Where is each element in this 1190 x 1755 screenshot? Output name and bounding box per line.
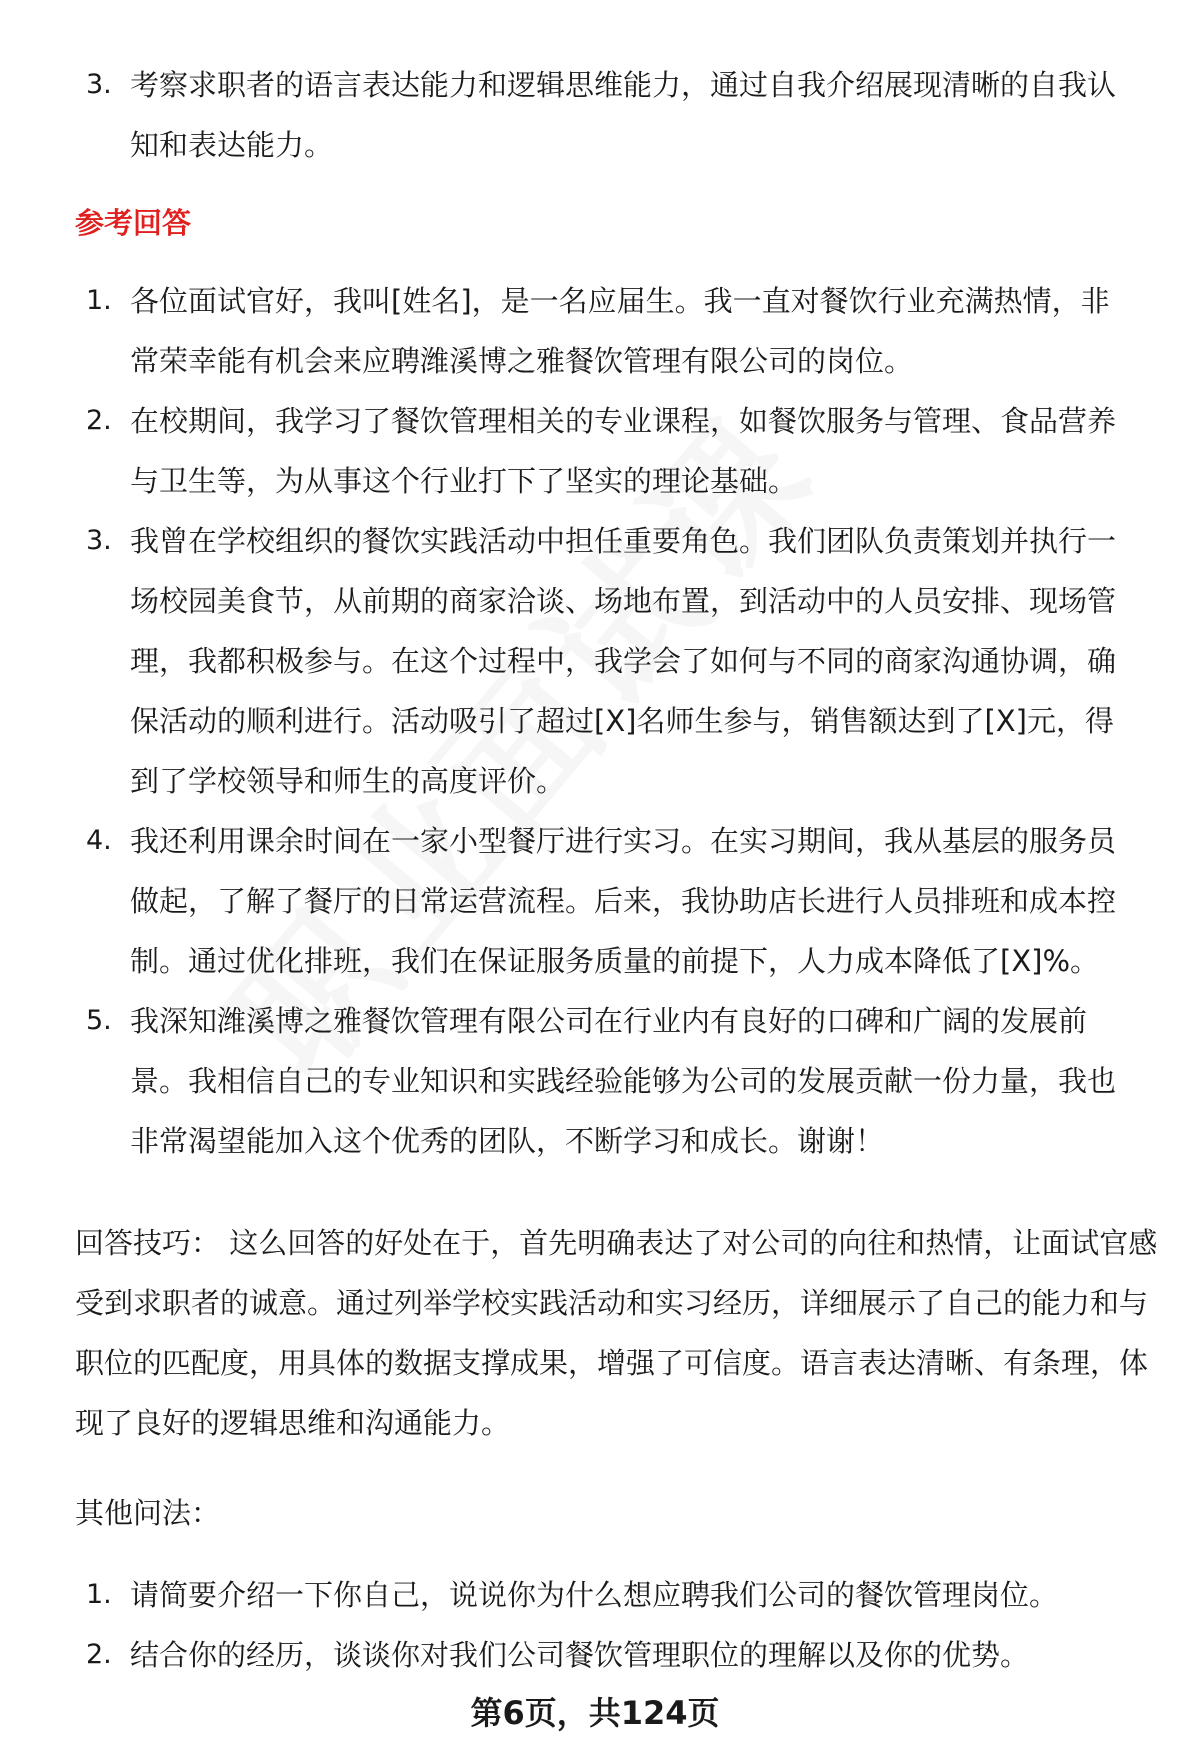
list-item	[0, 55, 1190, 175]
list-item-number: 4.	[86, 825, 112, 856]
list-item-number: 5.	[86, 1005, 112, 1036]
list-item	[0, 1625, 1190, 1685]
top-list	[0, 55, 1190, 175]
list-item	[0, 271, 1190, 391]
list-item-number: 3.	[86, 69, 112, 100]
reference-answer-heading: 参考回答	[75, 206, 192, 240]
list-item	[0, 811, 1190, 991]
answer-list	[0, 271, 1190, 1171]
other-questions-heading: 其他问法：	[75, 1496, 221, 1530]
list-item	[0, 391, 1190, 511]
list-item-text: 我还利用课余时间在一家小型餐厅进行实习。在实习期间，我从基层的服务员做起，了解了餐厅的日常运营流程。后来，我协助店长进行人员排班和成本控制。通过优化排班，我们在保证服务质量的前提下，人力成本降低了[X]%。	[130, 824, 1117, 978]
list-item-text: 各位面试官好，我叫[姓名]，是一名应届生。我一直对餐饮行业充满热情，非常荣幸能有机会来应聘潍溪博之雅餐饮管理有限公司的岗位。	[130, 284, 1110, 378]
list-item-text: 考察求职者的语言表达能力和逻辑思维能力，通过自我介绍展现清晰的自我认知和表达能力。	[130, 68, 1117, 162]
list-item-text: 我曾在学校组织的餐饮实践活动中担任重要角色。我们团队负责策划并执行一场校园美食节，从前期的商家洽谈、场地布置，到活动中的人员安排、现场管理，我都积极参与。在这个过程中，我学会了如何与不同的商家沟通协调，确保活动的顺利进行。活动吸引了超过[X]名师生参与，销售额达到了[X]元，得到了学校领导和师生的高度评价。	[130, 524, 1117, 798]
list-item-number: 1.	[86, 285, 112, 316]
list-item-text: 我深知潍溪博之雅餐饮管理有限公司在行业内有良好的口碑和广阔的发展前景。我相信自己的专业知识和实践经验能够为公司的发展贡献一份力量，我也非常渴望能加入这个优秀的团队，不断学习和成长。谢谢！	[130, 1004, 1117, 1158]
other-questions-list	[0, 1565, 1190, 1685]
list-item	[0, 511, 1190, 811]
list-item	[0, 991, 1190, 1171]
list-item-text: 在校期间，我学习了餐饮管理相关的专业课程，如餐饮服务与管理、食品营养与卫生等，为从事这个行业打下了坚实的理论基础。	[130, 404, 1117, 498]
list-item	[0, 1565, 1190, 1625]
list-item-number: 2.	[86, 1639, 112, 1670]
list-item-text: 结合你的经历，谈谈你对我们公司餐饮管理职位的理解以及你的优势。	[130, 1638, 1030, 1672]
list-item-number: 3.	[86, 525, 112, 556]
page-number-footer: 第6页，共124页	[470, 1694, 720, 1732]
answer-tips-paragraph: 回答技巧： 这么回答的好处在于，首先明确表达了对公司的向往和热情，让面试官感受到求职者的诚意。通过列举学校实践活动和实习经历，详细展示了自己的能力和与职位的匹配度，用具体的数据支撑成果，增强了可信度。语言表达清晰、有条理，体现了良好的逻辑思维和沟通能力。	[75, 1226, 1158, 1440]
list-item-number: 2.	[86, 405, 112, 436]
list-item-number: 1.	[86, 1579, 112, 1610]
list-item-text: 请简要介绍一下你自己，说说你为什么想应聘我们公司的餐饮管理岗位。	[130, 1578, 1059, 1612]
